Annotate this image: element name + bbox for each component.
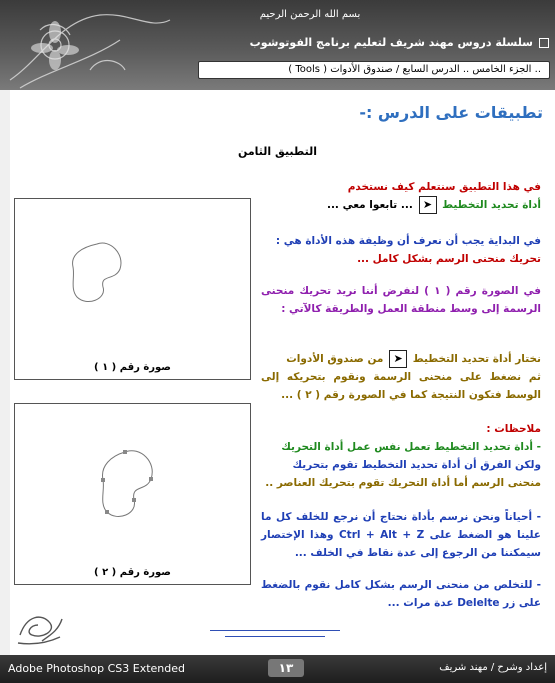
purpose-line-2: تحريك منحنى الرسم بشكل كامل ...: [357, 253, 541, 265]
path-selection-arrow-icon: ➤: [389, 350, 407, 368]
scenario-paragraph: في الصورة رقم ( ١ ) لنفرض أننا نريد تحريك منحنى الرسمة إلى وسط منطقة العمل والطريقة كالآتي :: [261, 285, 542, 315]
note-1-line-2: ولكن الفرق أن أداة تحديد التخطيط تقوم بتحريك: [292, 459, 541, 471]
signature-logo-icon: [12, 605, 67, 650]
page-header: [0, 0, 555, 90]
divider-line: [210, 630, 340, 631]
intro-tool-name: أداة تحديد التخطيط: [442, 199, 541, 211]
lesson-bar-text: .. الجزء الخامس .. الدرس السابع / صندوق الأدوات ( Tools ): [288, 64, 541, 75]
footer-author: إعداد وشرح / مهند شريف: [439, 662, 547, 673]
curve-path-2: [15, 404, 250, 584]
figure-2: [14, 403, 251, 585]
intro-paragraph: [261, 178, 541, 214]
page-number: ١٣: [268, 659, 304, 677]
figure-1: [14, 198, 251, 380]
series-title: سلسلة دروس مهند شريف لتعليم برنامج الفوتوشوب: [249, 36, 533, 49]
purpose-paragraph: [261, 232, 541, 268]
path-selection-arrow-icon: ➤: [419, 196, 437, 214]
note-2: - أحياناً ونحن نرسم بأداة نحتاج أن نرجع للخلف كل ما علينا هو الضغط على Ctrl + Alt + Z وهذا الإختصار سيمكننا من الرجوع إلى عدة نقاط في الخلف ...: [261, 511, 541, 559]
steps-paragraph: [261, 350, 541, 404]
steps-line-2: ثم نضغط على منحنى الرسمة ونقوم بتحريكه إلى الوسط فتكون النتيجة كما في الصورة رقم ( ٢ ) ...: [261, 371, 541, 401]
note-1: [261, 438, 541, 492]
basmala-text: بسم الله الرحمن الرحيم: [259, 9, 361, 20]
notes-title: ملاحظات :: [486, 423, 541, 435]
intro-line-1: في هذا التطبيق سنتعلم كيف نستخدم: [347, 181, 541, 193]
steps-line-1a: نختار أداة تحديد التخطيط: [412, 353, 541, 365]
divider-line: [225, 636, 325, 637]
purpose-line-1: في البداية يجب أن نعرف أن وظيفة هذه الأداة هي :: [275, 235, 541, 247]
curve-path-1: [15, 199, 250, 379]
figure-2-caption: صورة رقم ( ٢ ): [94, 567, 171, 578]
figure-1-caption: صورة رقم ( ١ ): [94, 362, 171, 373]
page-footer: [0, 655, 555, 683]
application-subtitle: التطبيق الثامن: [237, 145, 318, 158]
intro-line-2: ... تابعوا معي ...: [326, 199, 413, 211]
side-strip: [0, 90, 10, 655]
lesson-bar: [198, 61, 550, 79]
footer-app-name: Adobe Photoshop CS3 Extended: [8, 662, 185, 675]
floral-decoration-icon: [0, 0, 210, 90]
note-1-line-3: منحنى الرسم أما أداة التحريك تقوم بتحريك العناصر ..: [265, 477, 541, 489]
steps-line-1b: من صندوق الأدوات: [286, 353, 384, 365]
section-title: تطبيقات على الدرس :-: [359, 103, 543, 122]
note-1-line-1: - أداة تحديد التخطيط تعمل نفس عمل أداة التحريك: [281, 441, 541, 453]
note-3: - للتخلص من منحنى الرسم بشكل كامل نقوم بالضغط على زر Delelte عدة مرات ...: [261, 579, 541, 609]
square-bullet-icon: [539, 38, 549, 48]
